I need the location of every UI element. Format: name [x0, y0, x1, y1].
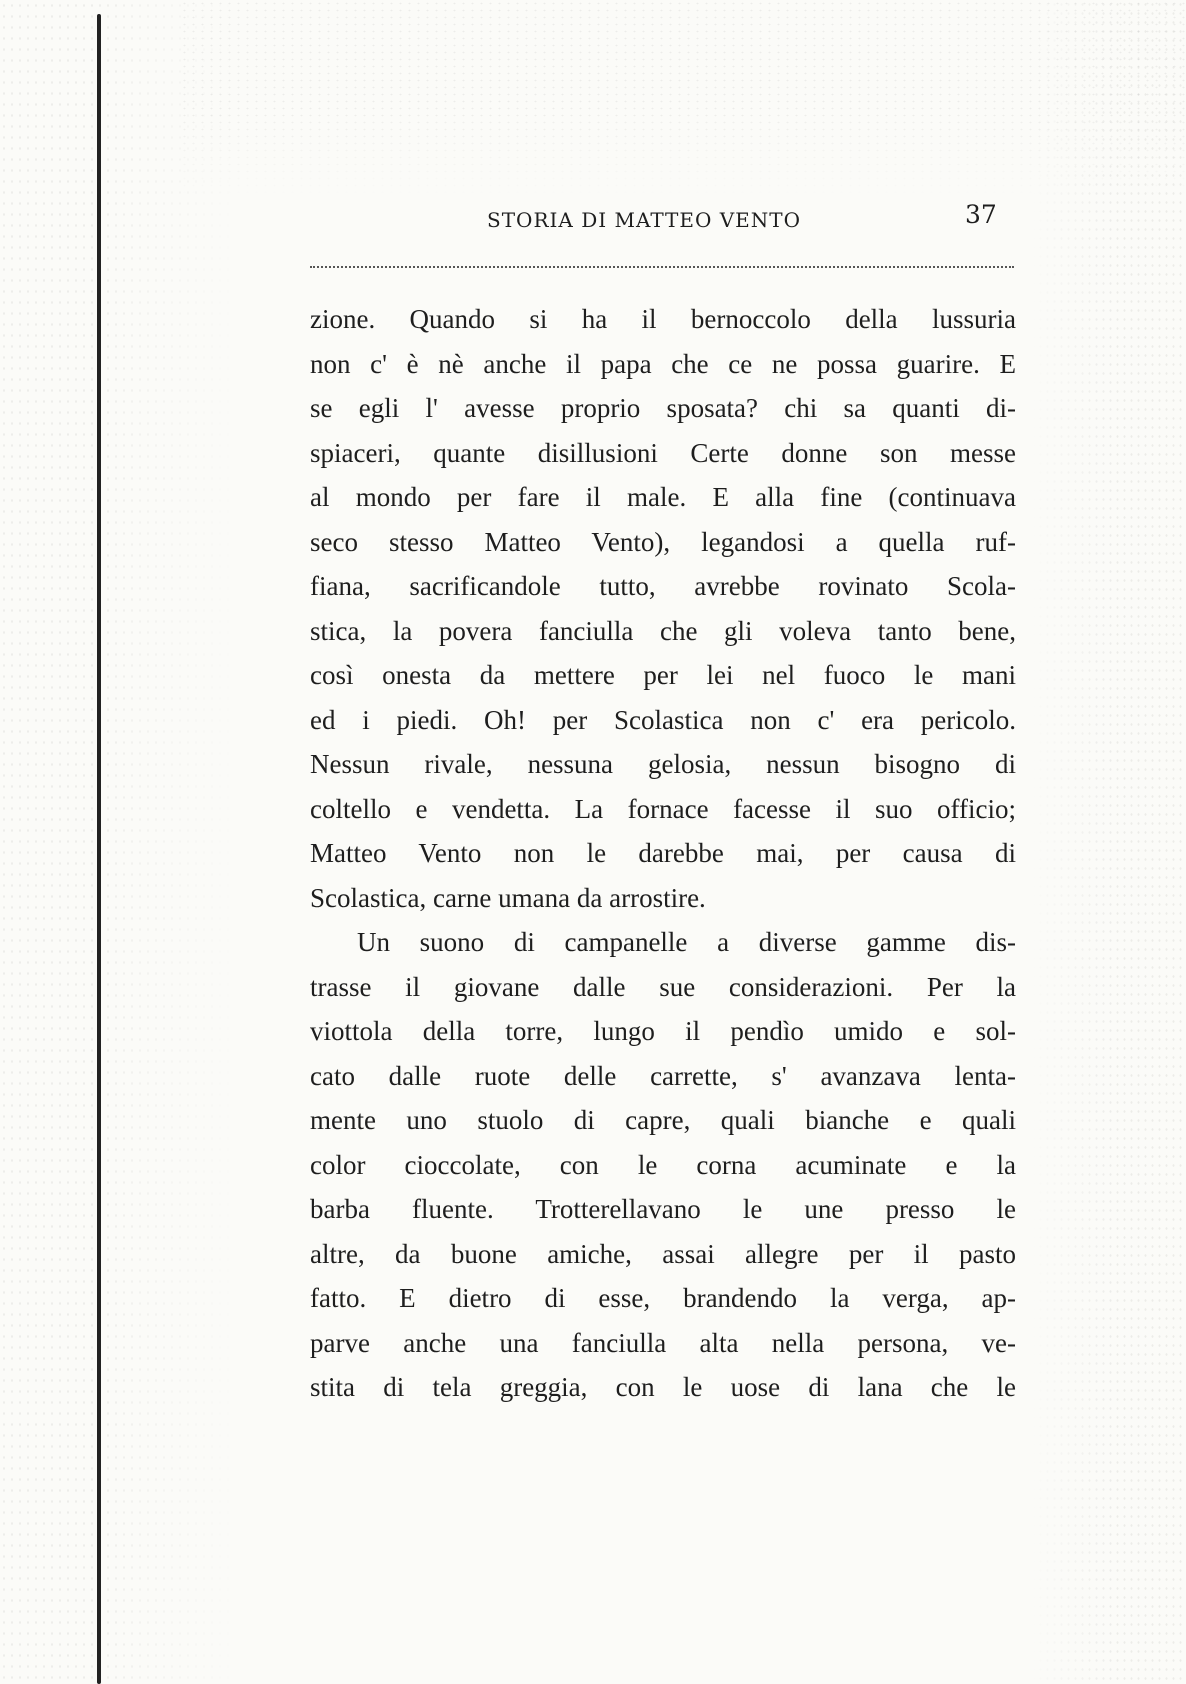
text-line: viottola della torre, lungo il pendìo umido e sol- [310, 1016, 1016, 1046]
text-line: stica, la povera fanciulla che gli voleva tanto bene, [310, 615, 1016, 646]
text-line: zione. Quando si ha il bernoccolo della lussuria [310, 304, 1016, 334]
header-dotted-rule [310, 266, 1014, 268]
page-number: 37 [965, 200, 997, 229]
paper-speckle-left [0, 0, 240, 1684]
text-line: Un suono di campanelle a diverse gamme dis- [357, 927, 1016, 957]
running-title: STORIA DI MATTEO VENTO [487, 208, 802, 232]
text-line: cato dalle ruote delle carrette, s' avanzava lenta- [310, 1060, 1016, 1091]
text-line: stita di tela greggia, con le uose di lana che le [310, 1372, 1016, 1402]
text-line: ed i piedi. Oh! per Scolastica non c' era pericolo. [310, 704, 1016, 735]
binding-edge-line [97, 14, 101, 1684]
text-line: altre, da buone amiche, assai allegre per il pasto [310, 1238, 1016, 1269]
text-line: spiaceri, quante disillusioni Certe donne son messe [310, 437, 1016, 468]
text-line: seco stesso Matteo Vento), legandosi a quella ruf- [310, 526, 1016, 557]
text-line: fiana, sacrificandole tutto, avrebbe rovinato Scola- [310, 571, 1016, 601]
text-line: coltello e vendetta. La fornace facesse il suo officio; [310, 793, 1016, 824]
text-line: fatto. E dietro di esse, brandendo la verga, ap- [310, 1283, 1016, 1313]
text-line: così onesta da mettere per lei nel fuoco le mani [310, 660, 1016, 690]
text-line: Nessun rivale, nessuna gelosia, nessun bisogno di [310, 749, 1016, 779]
text-line: color cioccolate, con le corna acuminate e la [310, 1149, 1016, 1180]
text-line: Matteo Vento non le darebbe mai, per causa di [310, 838, 1016, 868]
text-line: al mondo per fare il male. E alla fine (continuava [310, 482, 1016, 512]
paper-speckle-top [180, 0, 1186, 200]
text-line: parve anche una fanciulla alta nella persona, ve- [310, 1327, 1016, 1358]
text-line: se egli l' avesse proprio sposata? chi sa quanti di- [310, 393, 1016, 423]
text-line: Scolastica, carne umana da arrostire. [310, 882, 706, 913]
body-text [310, 297, 1016, 1410]
text-line: barba fluente. Trotterellavano le une presso le [310, 1194, 1016, 1224]
text-line: mente uno stuolo di capre, quali bianche e quali [310, 1105, 1016, 1135]
text-line: non c' è nè anche il papa che ce ne possa guarire. E [310, 348, 1016, 379]
text-line: trasse il giovane dalle sue considerazioni. Per la [310, 971, 1016, 1002]
paper-speckle-right [1030, 0, 1186, 1684]
